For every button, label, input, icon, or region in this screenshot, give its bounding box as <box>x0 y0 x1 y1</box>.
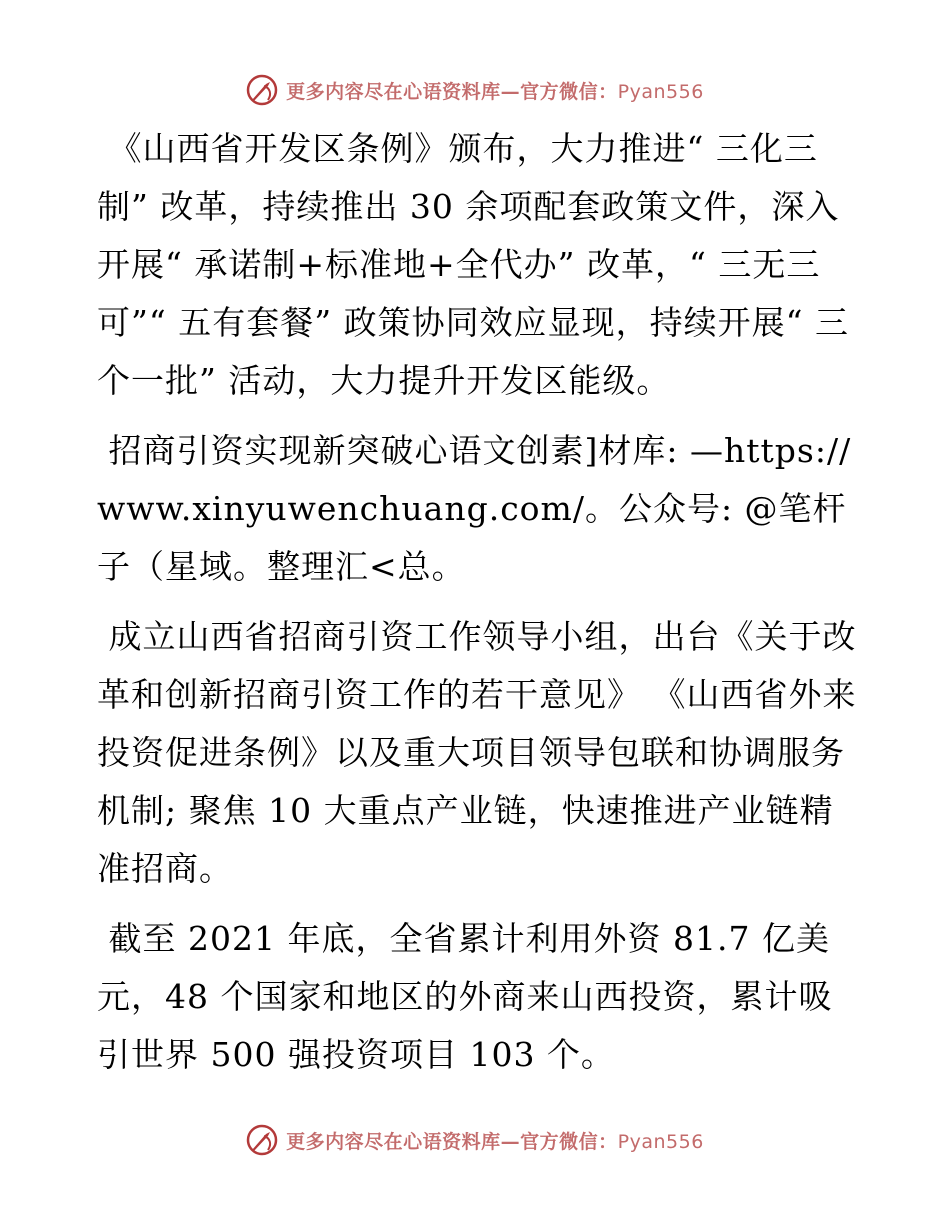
document-body <box>97 120 857 1096</box>
footer-watermark-text: 更多内容尽在心语资料库—官方微信：Pyan556 <box>286 1130 704 1153</box>
paragraph-investment-heading: 招商引资实现新突破心语文创素]材库: —https://www.xinyuwenchuang.com/。公众号: @笔杆子（星域。整理汇<总。 <box>97 431 852 586</box>
paragraph-investment-leadership: 成立山西省招商引资工作领导小组，出台《关于改革和创新招商引资工作的若干意见》 《山西省外来投资促进条例》以及重大项目领导包联和协调服务机制; 聚焦 10 大重点产业链，快速推进产业链精准招商。 <box>97 617 857 888</box>
pen-logo-icon <box>246 74 278 106</box>
footer-watermark-banner <box>0 1120 950 1160</box>
header-watermark-banner <box>0 70 950 110</box>
paragraph-development-zone: 《山西省开发区条例》颁布，大力推进“ 三化三制” 改革，持续推出 30 余项配套政策文件，深入开展“ 承诺制+标准地+全代办” 改革，“ 三无三可”“ 五有套餐” 政策协同效应显现，持续开展“ 三个一批” 活动，大力提升开发区能级。 <box>97 129 849 400</box>
paragraph-foreign-investment-stats: 截至 2021 年底，全省累计利用外资 81.7 亿美元，48 个国家和地区的外商来山西投资，累计吸引世界 500 强投资项目 103 个。 <box>97 919 833 1074</box>
header-watermark-text: 更多内容尽在心语资料库—官方微信：Pyan556 <box>286 80 704 103</box>
pen-logo-icon <box>246 1124 278 1156</box>
